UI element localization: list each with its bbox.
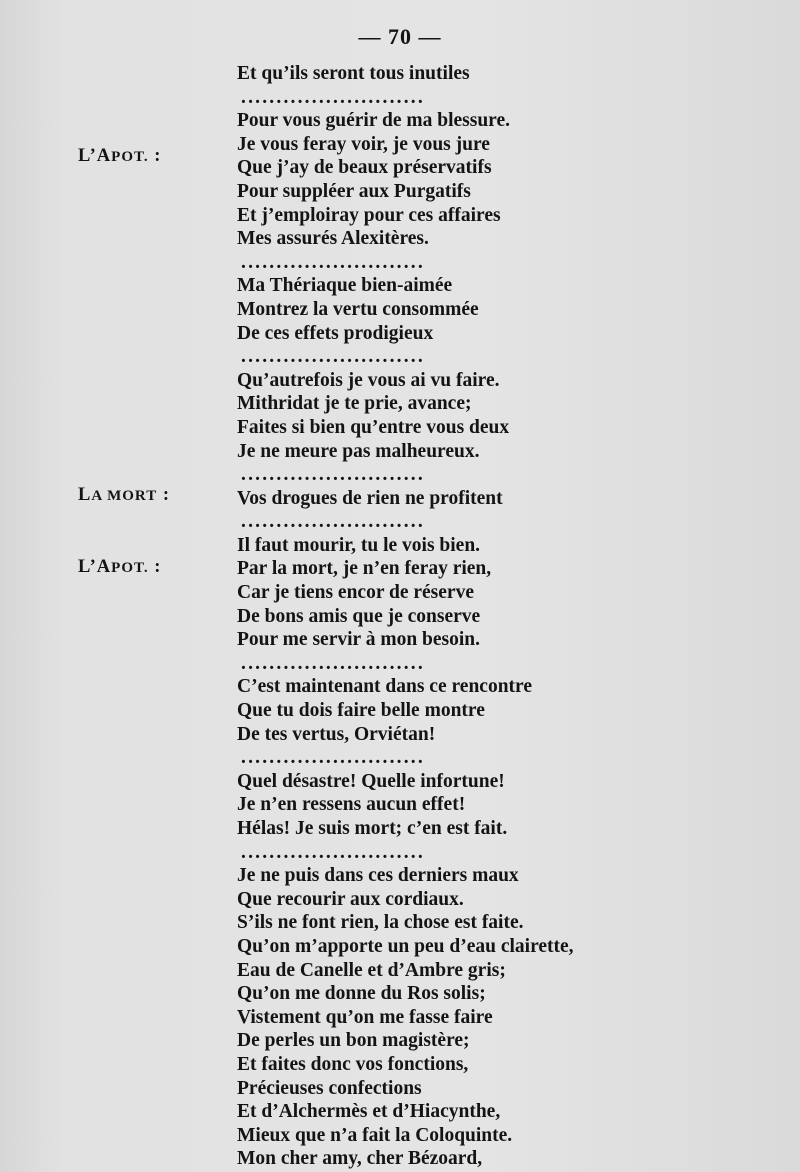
verse-line: S’ils ne font rien, la chose est faite. — [237, 912, 524, 934]
verse-line: Qu’on m’apporte un peu d’eau clairette, — [237, 935, 574, 957]
verse-line: Et j’emploiray pour ces affaires — [237, 204, 501, 226]
verse-line: Précieuses confections — [237, 1077, 422, 1099]
verse-line: Vistement qu’on me fasse faire — [237, 1006, 493, 1028]
ellipsis-line: .......................... — [241, 652, 425, 674]
speaker-label-apot-2 — [78, 557, 161, 578]
verse-line: Je ne puis dans ces derniers maux — [237, 865, 519, 887]
speaker-prefix: L’A — [78, 557, 112, 577]
verse-line: De perles un bon magistère; — [237, 1030, 470, 1052]
verse-line: Quel désastre! Quelle infortune! — [237, 770, 505, 792]
verse-line: Et faites donc vos fonctions, — [237, 1053, 469, 1075]
verse-line: Et qu’ils seront tous inutiles — [237, 63, 470, 84]
speaker-prefix: L — [78, 485, 92, 505]
ellipsis-line: .......................... — [241, 747, 425, 769]
ellipsis-line: .......................... — [241, 464, 425, 486]
speaker-rest-2: ORT — [122, 488, 158, 504]
speaker-sep: : — [148, 146, 162, 166]
verse-line: Je ne meure pas malheureux. — [237, 440, 480, 462]
verse-line: Hélas! Je suis mort; c’en est fait. — [237, 818, 508, 839]
verse-line: Je vous feray voir, je vous jure — [237, 133, 490, 155]
verse-line: Pour me servir à mon besoin. — [237, 629, 481, 651]
verse-line: Car je tiens encor de réserve — [237, 582, 474, 604]
page-number: — 70 — — [358, 24, 442, 49]
verse-line: Que j’ay de beaux préservatifs — [237, 157, 492, 179]
verse-line: Faites si bien qu’entre vous deux — [237, 416, 510, 438]
ellipsis-line: .......................... — [241, 346, 425, 368]
verse-line: Eau de Canelle et d’Ambre gris; — [237, 959, 506, 981]
verse-line: Mieux que n’a fait la Coloquinte. — [237, 1124, 513, 1146]
verse-block — [237, 62, 657, 1171]
verse-line: De bons amis que je conserve — [237, 605, 481, 627]
speaker-rest: POT. — [111, 149, 149, 165]
speaker-rest: A M — [91, 488, 123, 504]
verse-line: Vos drogues de rien ne profitent — [237, 487, 503, 509]
verse-line: Mithridat je te prie, avance; — [237, 393, 472, 415]
ellipsis-line: .......................... — [241, 841, 425, 863]
verse-line: Qu’on me donne du Ros solis; — [237, 983, 486, 1005]
verse-line: Ma Thériaque bien-aimée — [237, 275, 453, 297]
verse-line: Mes assurés Alexitères. — [237, 228, 429, 250]
speaker-rest: POT. — [111, 560, 149, 576]
ellipsis-line: .......................... — [241, 511, 425, 533]
speaker-label-apot-1 — [78, 146, 161, 167]
speaker-sep: : — [157, 485, 171, 505]
verse-line: Je n’en ressens aucun effet! — [237, 794, 466, 816]
ellipsis-line: .......................... — [241, 86, 425, 108]
ellipsis-line: .......................... — [241, 251, 425, 273]
verse-line: Et d’Alchermès et d’Hiacynthe, — [237, 1101, 501, 1123]
verse-line: De tes vertus, Orviétan! — [237, 723, 436, 745]
verse-line: Montrez la vertu consommée — [237, 298, 479, 320]
speaker-label-mort — [78, 485, 170, 506]
speaker-prefix: L’A — [78, 146, 112, 166]
verse-line: Mon cher amy, cher Bézoard, — [237, 1148, 483, 1170]
verse-line: Par la mort, je n’en feray rien, — [237, 558, 492, 580]
speaker-sep: : — [148, 557, 162, 577]
verse-line: C’est maintenant dans ce rencontre — [237, 676, 532, 698]
verse-line: Que tu dois faire belle montre — [237, 700, 485, 722]
verse-line: Que recourir aux cordiaux. — [237, 888, 464, 910]
verse-line: Qu’autrefois je vous ai vu faire. — [237, 369, 500, 391]
verse-line: Pour suppléer aux Purgatifs — [237, 180, 471, 202]
verse-line: Il faut mourir, tu le vois bien. — [237, 534, 481, 556]
verse-line: De ces effets prodigieux — [237, 322, 434, 344]
verse-line: Pour vous guérir de ma blessure. — [237, 110, 511, 132]
